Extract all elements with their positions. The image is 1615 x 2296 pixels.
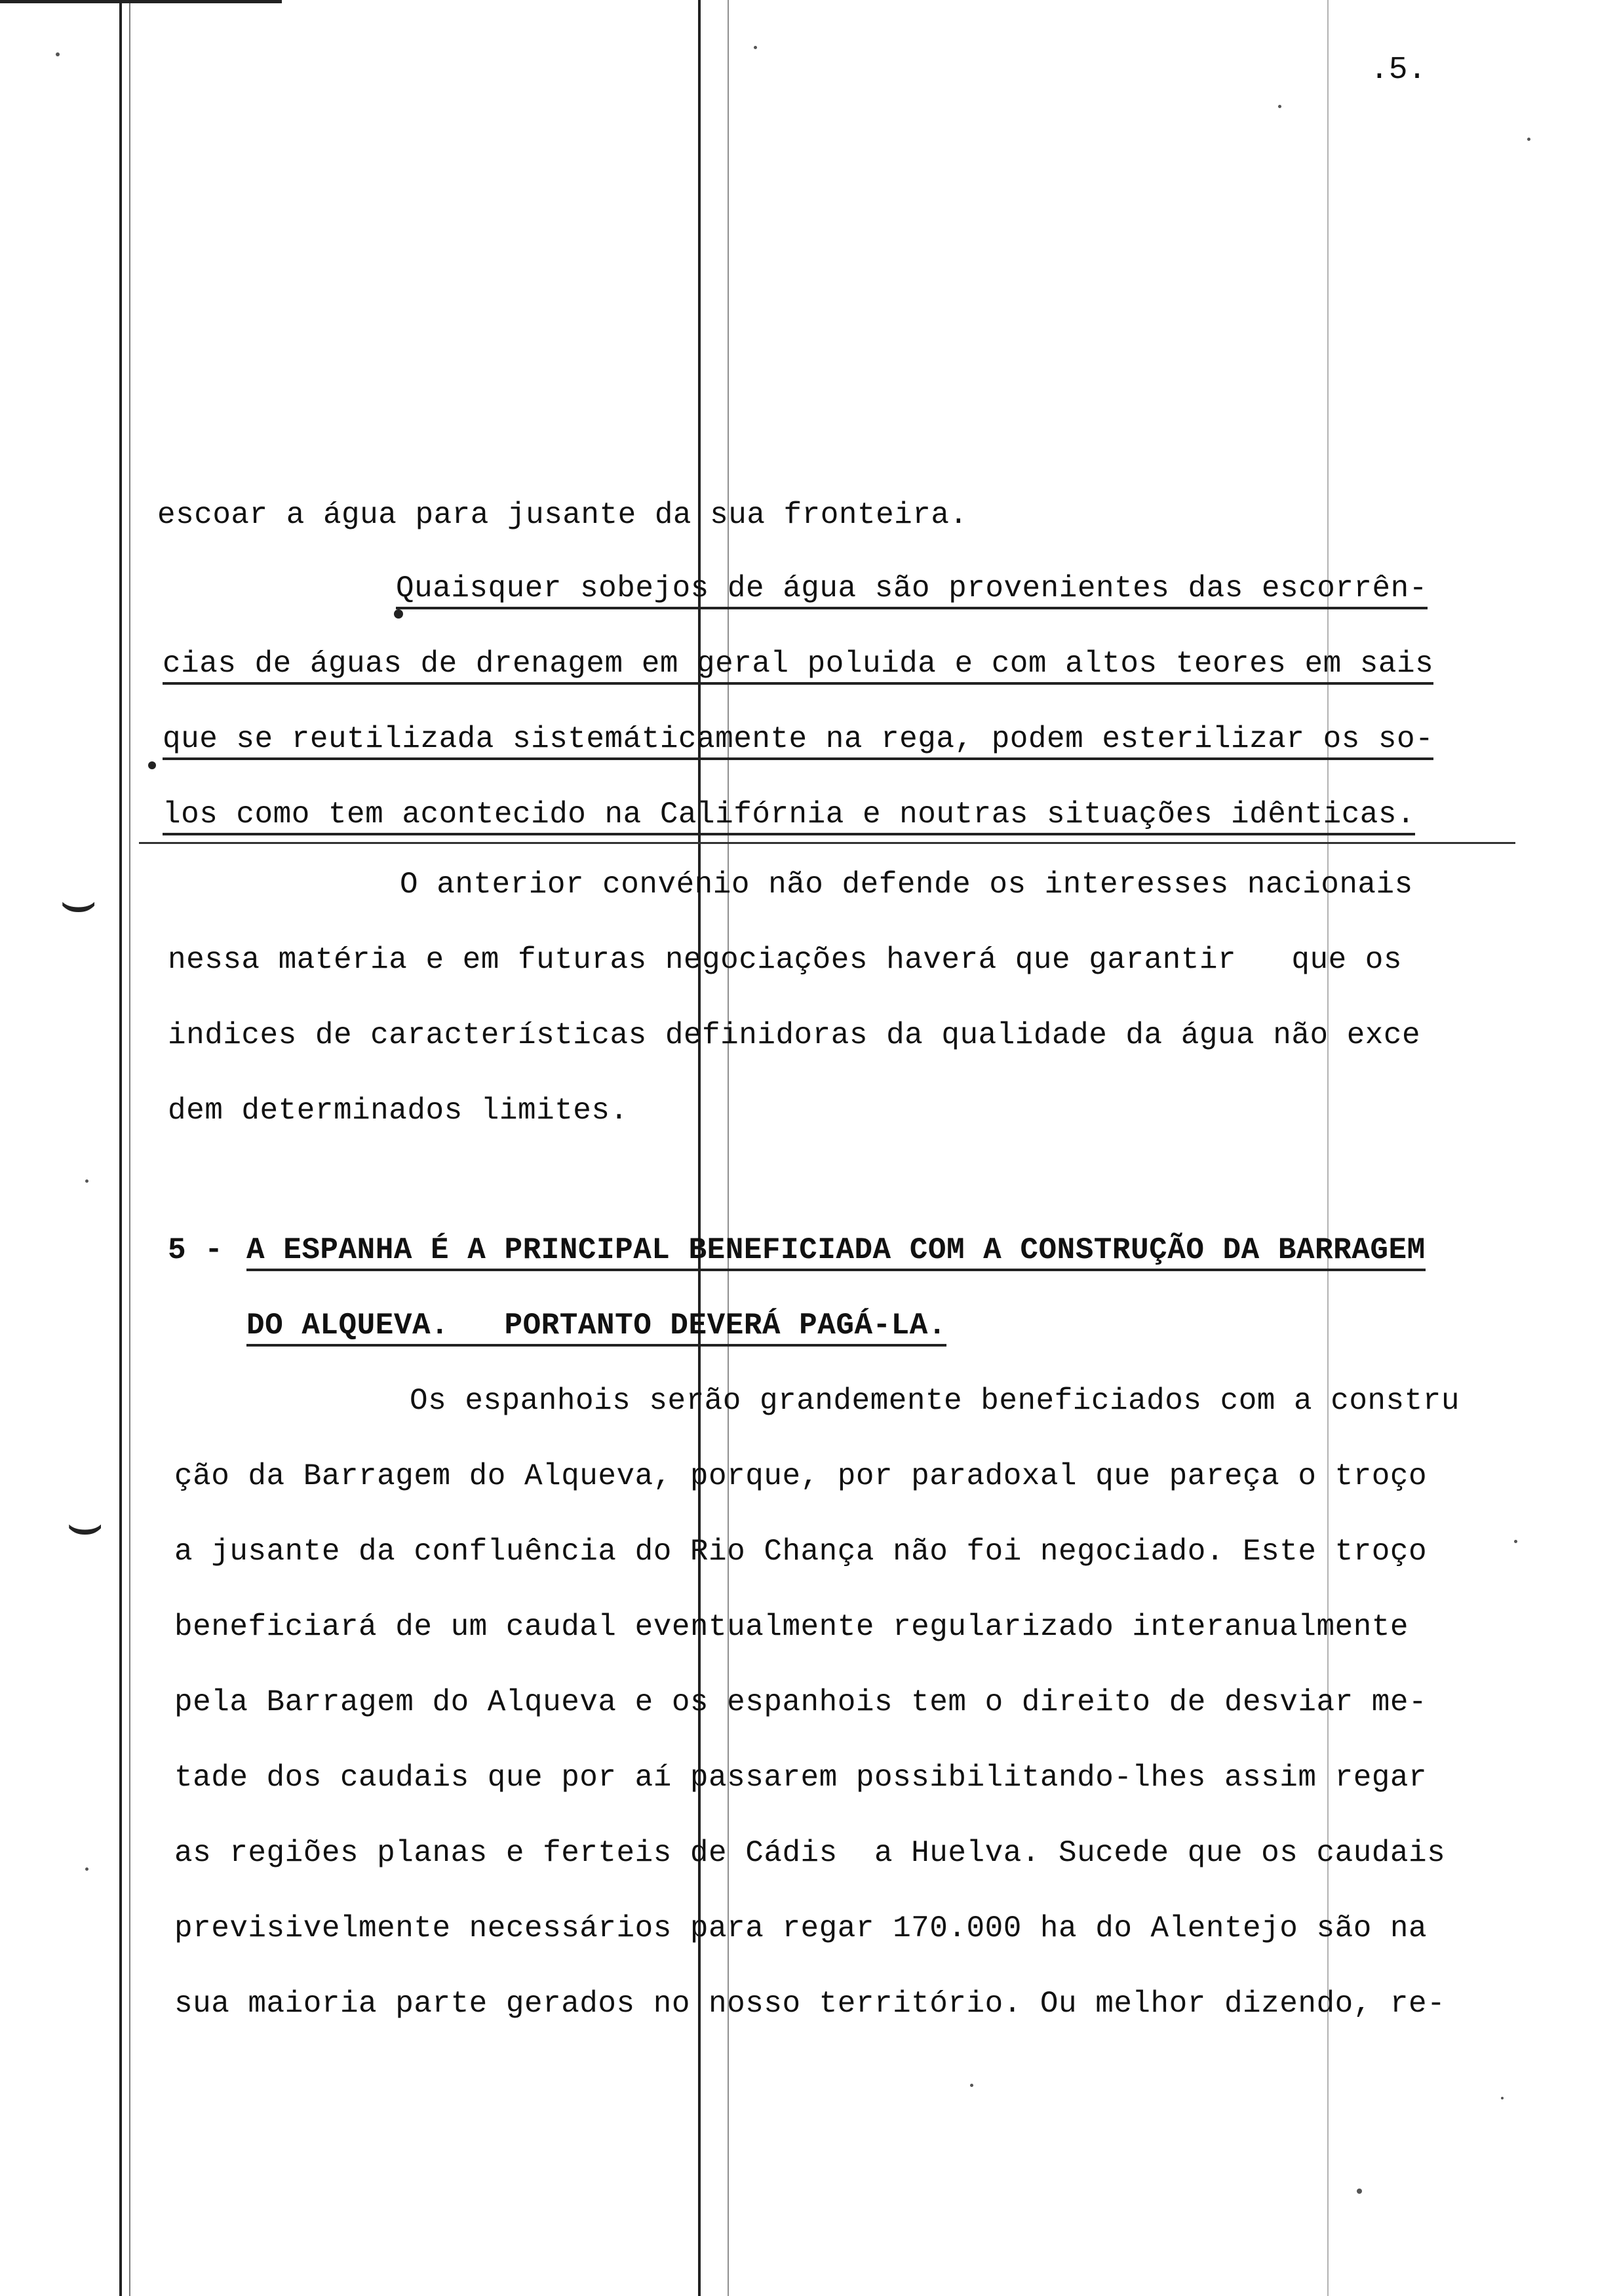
bullet-mark [394, 609, 403, 619]
scan-speck [1501, 2097, 1504, 2099]
scan-speck [970, 2084, 973, 2087]
text-line: beneficiará de um caudal eventualmente regularizado interanualmente [174, 1610, 1409, 1644]
text-span: DO ALQUEVA. PORTANTO DEVERÁ PAGÁ-LA. [246, 1309, 946, 1347]
text-line [163, 645, 1433, 682]
text-line [163, 796, 1415, 833]
right-rule [1327, 0, 1329, 2296]
scan-speck [1278, 105, 1281, 108]
scan-speck [1527, 138, 1530, 141]
binding-rule-left-2 [129, 0, 130, 2296]
text-span: los como tem acontecido na Califórnia e noutras situações idênticas. [163, 797, 1415, 835]
text-span: Quaisquer sobejos de água são provenientes das escorrên- [396, 571, 1428, 609]
text-line: nessa matéria e em futuras negociações haverá que garantir que os [168, 943, 1403, 977]
text-line: indices de características definidoras da qualidade da água não exce [168, 1018, 1421, 1052]
margin-bracket-2: ⌣ [66, 1495, 105, 1562]
text-span: A ESPANHA É A PRINCIPAL BENEFICIADA COM A CONSTRUÇÃO DA BARRAGEM [246, 1233, 1426, 1271]
text-line: previsivelmente necessários para regar 170.000 ha do Alentejo são na [174, 1911, 1428, 1945]
scan-speck [85, 1179, 88, 1183]
text-line [163, 721, 1433, 757]
text-line: sua maioria parte gerados no nosso território. Ou melhor dizendo, re- [174, 1987, 1446, 2021]
margin-bracket-1: ⌣ [59, 873, 98, 940]
text-line: tade dos caudais que por aí passarem possibilitando-lhes assim regar [174, 1761, 1428, 1795]
binding-rule-left [119, 0, 122, 2296]
text-span: que se reutilizada sistemáticamente na rega, podem esterilizar os so- [163, 722, 1433, 760]
text-line: pela Barragem do Alqueva e os espanhois tem o direito de desviar me- [174, 1685, 1428, 1719]
text-line: as regiões planas e ferteis de Cádis a Huelva. Sucede que os caudais [174, 1836, 1446, 1870]
scan-speck [1514, 1540, 1517, 1543]
section-title-line-1 [246, 1232, 1426, 1269]
text-line: Os espanhois serão grandemente beneficiados com a constru [410, 1384, 1460, 1418]
center-rule [698, 0, 701, 2296]
section-number: 5 - [168, 1233, 224, 1267]
text-line: escoar a água para jusante da sua fronteira. [157, 498, 968, 532]
top-edge-rule [0, 0, 282, 3]
text-line: a jusante da confluência do Rio Chança não foi negociado. Este troço [174, 1535, 1428, 1569]
page-number: .5. [1370, 52, 1427, 88]
scan-speck [85, 1867, 88, 1871]
section-title-line-2 [246, 1307, 946, 1344]
text-span: cias de águas de drenagem em geral poluida e com altos teores em sais [163, 647, 1433, 685]
scan-speck [1357, 2189, 1362, 2194]
center-rule-2 [728, 0, 729, 2296]
text-line: O anterior convénio não defende os interesses nacionais [400, 868, 1413, 902]
text-line: dem determinados limites. [168, 1094, 629, 1128]
text-line [396, 570, 1428, 607]
scan-speck [754, 46, 757, 49]
scan-speck [56, 52, 60, 56]
bullet-mark [148, 761, 156, 769]
rule-line [139, 842, 1515, 844]
text-line: ção da Barragem do Alqueva, porque, por paradoxal que pareça o troço [174, 1459, 1428, 1493]
